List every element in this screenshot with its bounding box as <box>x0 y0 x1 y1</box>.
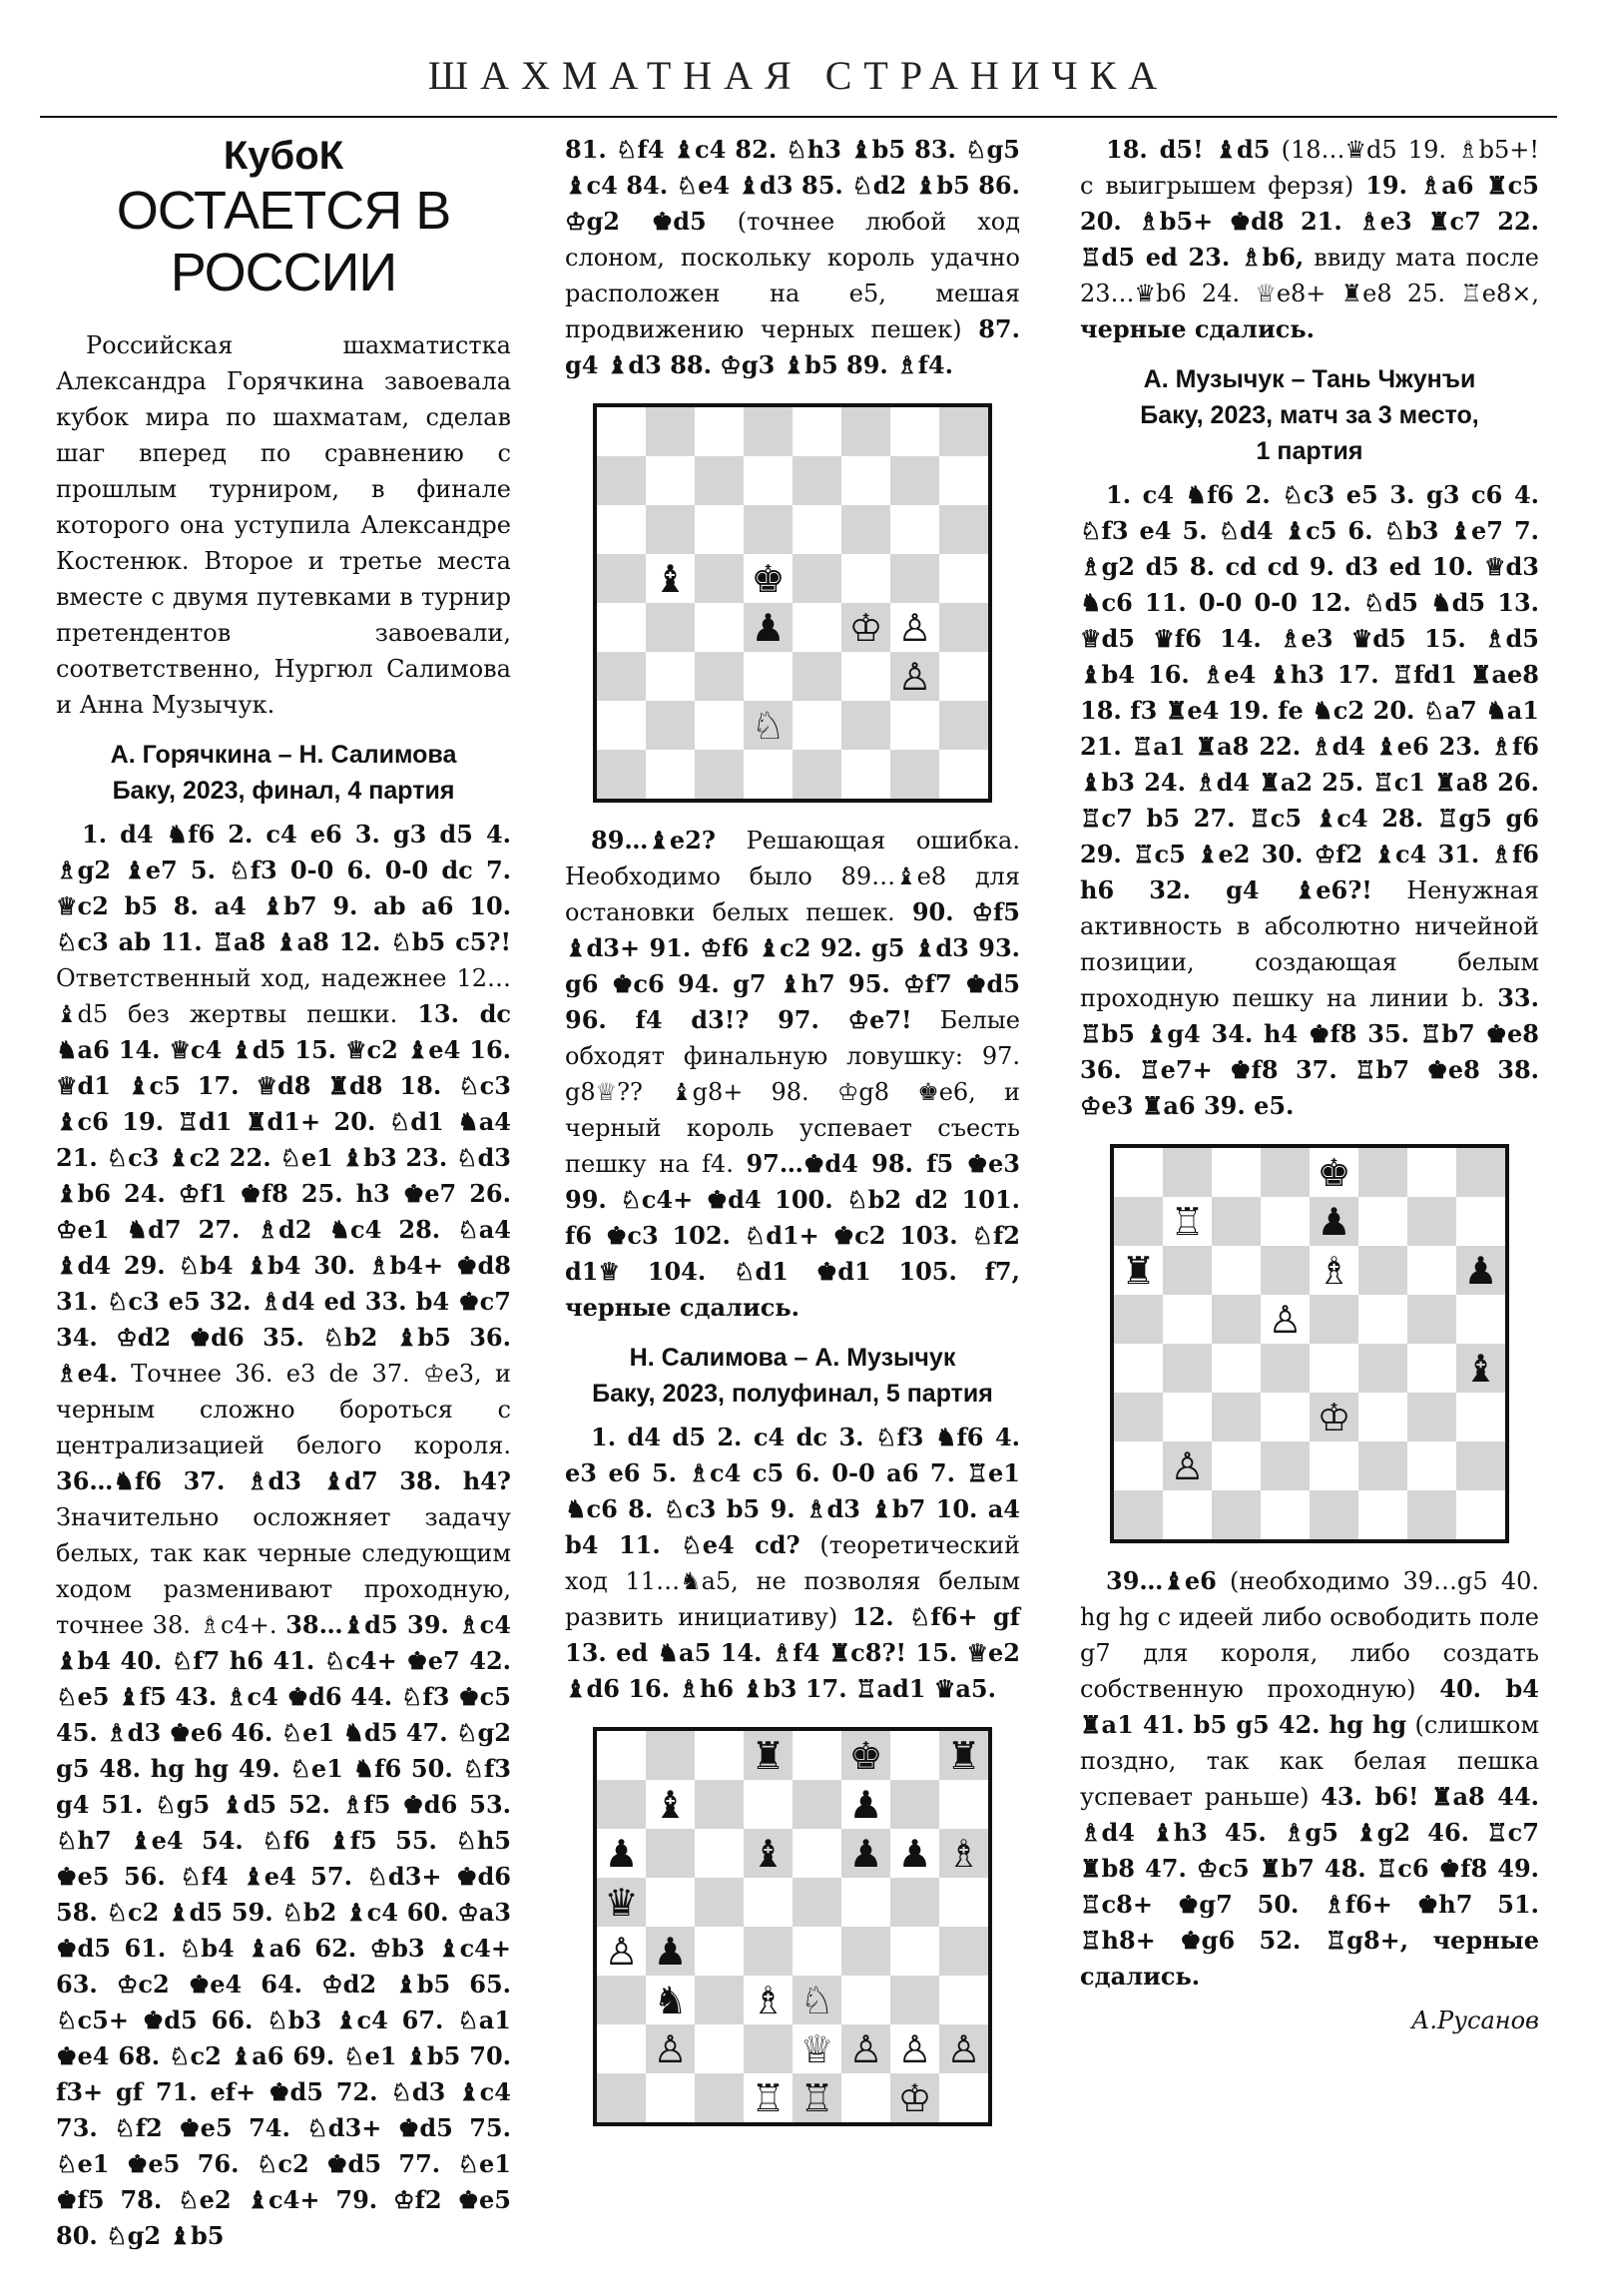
board-square <box>1358 1295 1407 1344</box>
white-pawn-icon: ♙ <box>653 2026 688 2071</box>
board-square <box>1310 1295 1358 1344</box>
board-square <box>1261 1197 1310 1246</box>
board-square <box>939 1878 988 1927</box>
game2-text-col3 <box>1080 132 1539 347</box>
board-square <box>1456 1197 1505 1246</box>
board-square <box>1456 1393 1505 1441</box>
board-square <box>744 1927 793 1976</box>
board-square <box>695 701 744 750</box>
board-square <box>1163 1393 1212 1441</box>
game1-moves-4: 38…♝d5 39. ♗c4 ♝b4 40. ♘f7 h6 41. ♘c4+ ♚e7 42. ♘e5 ♝f5 43. ♗c4 ♚d6 44. ♘f3 ♚c5 45. ♗d3 ♚e6 46. ♘e1 ♞d5 47. ♘g2 g5 48. hg hg 49. ♘e1 ♞f6 50. ♘f3 g4 51. ♘g5 ♝d5 52. ♗f5 ♚d6 53. ♘h7 ♝e4 54. ♘f6 ♝f5 55. ♘h5 ♚e5 56. ♘f4 ♝e4 57. ♘d3+ ♚d6 58. ♘c2 ♝d5 59. ♘b2 ♝c4 60. ♔a3 ♚d5 61. ♘b4 ♝a6 62. ♔b3 ♝c4+ 63. ♔c2 ♚e4 64. ♔d2 ♝b5 65. ♘c5+ ♚d5 66. ♘b3 ♝c4 67. ♘a1 ♚e4 68. ♘c2 ♝a6 69. ♘e1 ♝b5 70. f3+ gf 71. ef+ ♚d5 72. ♘d3 ♝c4 73. ♘f2 ♚e5 74. ♘d3+ ♚d5 75. ♘e1 ♚e5 76. ♘c2 ♚d5 77. ♘e1 ♚f5 78. ♘e2 ♝c4+ 79. ♔f2 ♚e5 80. ♘g2 ♝b5 <box>56 1610 511 2250</box>
board-square <box>744 1829 793 1878</box>
board-square <box>1114 1197 1163 1246</box>
board-square <box>1261 1295 1310 1344</box>
board-square <box>1310 1148 1358 1197</box>
board-square <box>695 2024 744 2073</box>
board-square <box>1114 1148 1163 1197</box>
board-square <box>793 1878 841 1927</box>
white-pawn-icon: ♙ <box>1268 1297 1303 1342</box>
board-square <box>793 456 841 505</box>
board-square <box>890 603 939 652</box>
game1-moves-8: 90. ♔f5 ♝d3+ 91. ♔f6 ♝c2 92. g5 ♝d3 93. g6 ♚c6 94. g7 ♝h7 95. ♔f7 ♚d5 96. f4 d3!? 97. ♔e7! <box>565 897 1020 1034</box>
board-square <box>939 407 988 456</box>
board-square <box>1358 1393 1407 1441</box>
board-square <box>1358 1197 1407 1246</box>
chess-diagram-2 <box>593 1727 992 2126</box>
board-square <box>1212 1148 1261 1197</box>
board-square <box>793 603 841 652</box>
white-pawn-icon: ♙ <box>897 654 932 699</box>
board-square <box>841 1731 890 1780</box>
board-square <box>646 2024 695 2073</box>
game1-comment-1: Ответственный ход, надежнее 12…♝d5 без жертвы пешки. <box>56 964 511 1028</box>
board-square <box>890 652 939 701</box>
board-square <box>646 1927 695 1976</box>
white-pawn-icon: ♙ <box>848 2026 883 2071</box>
board-square <box>646 1878 695 1927</box>
board-square <box>646 554 695 603</box>
board-square <box>939 2024 988 2073</box>
game3-moves-5: 43. b6! ♜a8 44. ♗d4 ♝h3 45. ♗g5 ♝g2 46. ♖c7 ♜b8 47. ♔c5 ♜b7 48. ♖c6 ♚f8 49. ♖c8+ ♚g7 50. ♗f6+ ♚h7 51. ♖h8+ ♚g6 52. ♖g8+, черные сдались. <box>1080 1782 1540 1991</box>
game3-round: 1 партия <box>1256 437 1363 465</box>
board-square <box>646 603 695 652</box>
board-square <box>793 2024 841 2073</box>
board-square <box>744 505 793 554</box>
board-square <box>841 603 890 652</box>
white-king-icon: ♔ <box>848 605 883 650</box>
black-pawn-icon: ♟ <box>751 605 786 650</box>
board-square <box>1212 1197 1261 1246</box>
board-square <box>1456 1441 1505 1490</box>
board-square <box>744 1976 793 2024</box>
board-square <box>646 1731 695 1780</box>
board-square <box>1114 1441 1163 1490</box>
board-square <box>1212 1490 1261 1539</box>
game3-text-b <box>1080 1563 1539 1995</box>
white-rook-icon: ♖ <box>1170 1199 1205 1244</box>
board-square <box>1407 1441 1456 1490</box>
black-bishop-icon: ♝ <box>653 1782 688 1827</box>
board-square <box>1456 1148 1505 1197</box>
game3-moves-3: 39…♝e6 <box>1106 1566 1217 1595</box>
white-queen-icon: ♕ <box>799 2026 834 2071</box>
game2-moves-5: черные сдались. <box>1080 314 1316 343</box>
board-square <box>1407 1295 1456 1344</box>
board-square <box>939 652 988 701</box>
game1-comment-3: Значительно осложняет задачу белых, так как черные следующим ходом разменивают проходную, точнее 38. ♗c4+. <box>56 1503 511 1639</box>
white-rook-icon: ♖ <box>799 2075 834 2120</box>
board-square <box>1114 1490 1163 1539</box>
board-square <box>1261 1246 1310 1295</box>
board-square <box>646 456 695 505</box>
white-knight-icon: ♘ <box>799 1978 834 2022</box>
board-square <box>597 1731 646 1780</box>
column-1 <box>56 132 511 2254</box>
board-square <box>744 554 793 603</box>
board-square <box>695 407 744 456</box>
game1-moves-5: 81. ♘f4 ♝c4 82. ♘h3 ♝b5 83. ♘g5 ♝c4 84. ♘e4 ♝d3 85. ♘d2 ♝b5 86. ♔g2 ♚d5 <box>565 135 1020 236</box>
header-rule <box>40 116 1557 118</box>
board-square <box>1310 1344 1358 1393</box>
board-square <box>695 505 744 554</box>
black-rook-icon: ♜ <box>751 1733 786 1778</box>
board-square <box>939 750 988 799</box>
article-author: А.Русанов <box>1411 2007 1539 2034</box>
board-square <box>1310 1441 1358 1490</box>
board-square <box>597 2024 646 2073</box>
board-square <box>744 2073 793 2122</box>
board-square <box>1212 1441 1261 1490</box>
game2-comment-1: (теоретический ход 11…♞a5, не позволяя белым развить инициативу) <box>565 1531 1020 1631</box>
board-square <box>646 1829 695 1878</box>
board-square <box>890 2024 939 2073</box>
game1-players: А. Горячкина – Н. Салимова <box>110 741 457 769</box>
board-square <box>1163 1148 1212 1197</box>
board-square <box>890 2073 939 2122</box>
black-knight-icon: ♞ <box>653 1978 688 2022</box>
game3-comment-3: (слишком поздно, так как белая пешка успевает раньше) <box>1080 1711 1539 1811</box>
white-pawn-icon: ♙ <box>946 2026 981 2071</box>
game1-moves-2: 13. dc ♞a6 14. ♕c4 ♝d5 15. ♕c2 ♝e4 16. ♕d1 ♝c5 17. ♕d8 ♜d8 18. ♘c3 ♝c6 19. ♖d1 ♜d1+ 20. ♘d1 ♞a4 21. ♘c3 ♝c2 22. ♘e1 ♝b3 23. ♘d3 ♝b6 24. ♔f1 ♚f8 25. h3 ♚e7 26. ♔e1 ♞d7 27. ♗d2 ♞c4 28. ♘a4 ♝d4 29. ♘b4 ♝b4 30. ♗b4+ ♚d8 31. ♘c3 e5 32. ♗d4 ed 33. b4 ♚c7 34. ♔d2 ♚d6 35. ♘b2 ♝b5 36. ♗e4. <box>56 999 512 1388</box>
article-kicker: КубоК <box>223 134 344 178</box>
board-square <box>597 456 646 505</box>
black-king-icon: ♚ <box>848 1733 883 1778</box>
white-bishop-icon: ♗ <box>946 1831 981 1876</box>
column-2 <box>565 132 1020 2146</box>
black-bishop-icon: ♝ <box>653 556 688 601</box>
board-square <box>744 1878 793 1927</box>
board-square <box>1212 1344 1261 1393</box>
game3-event: Баку, 2023, матч за 3 место, <box>1140 401 1479 429</box>
board-square <box>597 407 646 456</box>
board-square <box>597 2073 646 2122</box>
board-square <box>695 603 744 652</box>
board-square <box>841 2024 890 2073</box>
game1-moves-6: 87. g4 ♝d3 88. ♔g3 ♝b5 89. ♗f4. <box>565 314 1020 379</box>
white-bishop-icon: ♗ <box>1317 1248 1351 1293</box>
board-square <box>597 603 646 652</box>
board-square <box>1456 1344 1505 1393</box>
game3-comment-1: Ненужная активность в абсолютно ничейной позиции, создающая белым проходную пешку на линии b. <box>1080 876 1539 1012</box>
board-square <box>1407 1197 1456 1246</box>
game2-text <box>565 1420 1020 1707</box>
game3-heading <box>1080 361 1539 469</box>
board-square <box>695 554 744 603</box>
board-square <box>793 1927 841 1976</box>
board-square <box>793 505 841 554</box>
board-square <box>1310 1246 1358 1295</box>
board-square <box>744 603 793 652</box>
board-square <box>646 1780 695 1829</box>
game1-comment-6: Белые обходят финальную ловушку: 97. g8♕?? ♝g8+ 98. ♔g8 ♚e6, и черный король успевает съесть пешку на f4. <box>565 1006 1020 1178</box>
board-square <box>695 456 744 505</box>
white-pawn-icon: ♙ <box>897 2026 932 2071</box>
board-square <box>597 505 646 554</box>
board-square <box>793 750 841 799</box>
board-square <box>695 652 744 701</box>
board-square <box>744 456 793 505</box>
board-square <box>841 1976 890 2024</box>
board-square <box>1261 1490 1310 1539</box>
board-square <box>597 1878 646 1927</box>
board-square <box>841 554 890 603</box>
board-square <box>744 652 793 701</box>
board-square <box>793 2073 841 2122</box>
game1-comment-5: Решающая ошибка. Необходимо было 89…♝e8 для остановки белых пешек. <box>565 827 1020 926</box>
board-square <box>646 407 695 456</box>
game2-comment-2: (18…♛d5 19. ♗b5+! с выигрышем ферзя) <box>1080 136 1539 200</box>
board-square <box>597 750 646 799</box>
black-king-icon: ♚ <box>1317 1150 1351 1195</box>
board-square <box>1407 1490 1456 1539</box>
board-square <box>1358 1246 1407 1295</box>
board-square <box>1212 1295 1261 1344</box>
board-square <box>1114 1393 1163 1441</box>
game1-moves-1: 1. d4 ♞f6 2. c4 e6 3. g3 d5 4. ♗g2 ♝e7 5. ♘f3 0-0 6. 0-0 dc 7. ♕c2 b5 8. a4 ♝b7 9. ab a6 10. ♘c3 ab 11. ♖a8 ♝a8 12. ♘b5 c5?! <box>56 820 511 956</box>
board-square <box>1163 1197 1212 1246</box>
game3-text <box>1080 477 1539 1124</box>
board-square <box>841 2073 890 2122</box>
board-square <box>744 2024 793 2073</box>
board-square <box>841 1780 890 1829</box>
board-square <box>1310 1197 1358 1246</box>
black-bishop-icon: ♝ <box>1463 1346 1498 1391</box>
board-square <box>597 1927 646 1976</box>
article-lead: Российская шахматистка Александра Горячкина завоевала кубок мира по шахматам, сделав шаг вперед по сравнению с прошлым турниром, в финале которого она уступила Александре Костенюк. Второе и третье места вместе с двумя путевками в турнир претендентов завоевали, соответственно, Нургюл Салимова и Анна Музычук. <box>56 331 511 719</box>
board-square <box>1163 1490 1212 1539</box>
board-square <box>1114 1246 1163 1295</box>
game2-moves-1: 1. d4 d5 2. c4 dc 3. ♘f3 ♞f6 4. e3 e6 5. ♗c4 c5 6. 0-0 a6 7. ♖e1 ♞c6 8. ♘c3 b5 9. ♗d3 ♝b7 10. a4 b4 11. ♘e4 cd? <box>565 1423 1020 1559</box>
board-square <box>793 554 841 603</box>
board-square <box>841 1878 890 1927</box>
black-pawn-icon: ♟ <box>1463 1248 1498 1293</box>
board-square <box>1358 1344 1407 1393</box>
game1-heading <box>56 737 511 809</box>
board-square <box>890 750 939 799</box>
board-square <box>695 750 744 799</box>
board-square <box>890 505 939 554</box>
board-square <box>1261 1441 1310 1490</box>
white-king-icon: ♔ <box>897 2075 932 2120</box>
game3-comment-2: (необходимо 39…g5 40. hg hg с идеей либо освободить поле g7 для короля, либо создать собственную проходную) <box>1080 1567 1539 1703</box>
board-square <box>695 1731 744 1780</box>
black-pawn-icon: ♟ <box>848 1782 883 1827</box>
board-square <box>939 505 988 554</box>
board-square <box>890 1829 939 1878</box>
game2-moves-3: 18. d5! ♝d5 <box>1106 135 1271 164</box>
board-square <box>744 701 793 750</box>
black-rook-icon: ♜ <box>1121 1248 1156 1293</box>
board-square <box>597 652 646 701</box>
board-square <box>1407 1246 1456 1295</box>
board-square <box>597 554 646 603</box>
board-square <box>1456 1295 1505 1344</box>
board-square <box>1407 1344 1456 1393</box>
white-pawn-icon: ♙ <box>604 1929 639 1974</box>
black-pawn-icon: ♟ <box>848 1831 883 1876</box>
board-square <box>841 701 890 750</box>
board-square <box>646 750 695 799</box>
board-square <box>890 407 939 456</box>
game1-moves-7: 89…♝e2? <box>591 826 716 855</box>
game1-moves-3: 36…♞f6 37. ♗d3 ♝d7 38. h4? <box>56 1466 511 1495</box>
board-square <box>1114 1344 1163 1393</box>
black-pawn-icon: ♟ <box>897 1831 932 1876</box>
board-square <box>939 603 988 652</box>
white-knight-icon: ♘ <box>751 703 786 748</box>
chess-diagram-1 <box>593 403 992 803</box>
board-square <box>744 1731 793 1780</box>
board-square <box>939 1927 988 1976</box>
board-square <box>597 701 646 750</box>
game3-moves-2: 33. ♖b5 ♝g4 34. h4 ♚f8 35. ♖b7 ♚e8 36. ♖e7+ ♚f8 37. ♖b7 ♚e8 38. ♔e3 ♜a6 39. e5. <box>1080 983 1539 1120</box>
board-square <box>890 1927 939 1976</box>
board-square <box>939 701 988 750</box>
black-bishop-icon: ♝ <box>751 1831 786 1876</box>
board-square <box>1358 1441 1407 1490</box>
board-square <box>597 1780 646 1829</box>
board-square <box>1163 1295 1212 1344</box>
board-square <box>744 1780 793 1829</box>
game1-moves-9: 97…♚d4 98. f5 ♚e3 99. ♘c4+ ♚d4 100. ♘b2 d2 101. f6 ♚c3 102. ♘d1+ ♚c2 103. ♘f2 d1♕ 104. ♘d1 ♚d1 105. f7, черные сдались. <box>565 1149 1020 1322</box>
board-square <box>890 1780 939 1829</box>
board-square <box>939 1976 988 2024</box>
board-square <box>793 1780 841 1829</box>
game2-event: Баку, 2023, полуфинал, 5 партия <box>592 1380 993 1408</box>
board-square <box>1212 1246 1261 1295</box>
game1-comment-4: (точнее любой ход слоном, поскольку король удачно расположен на e5, мешая продвижению черных пешек) <box>565 208 1020 343</box>
game2-comment-3: ввиду мата после 23…♛b6 24. ♕e8+ ♜e8 25. ♖e8×, <box>1080 244 1539 307</box>
board-square <box>841 750 890 799</box>
article-headline: ОСТАЕТСЯ В РОССИИ <box>116 181 451 302</box>
board-square <box>841 652 890 701</box>
page-header-title: ШАХМАТНАЯ СТРАНИЧКА <box>427 53 1170 98</box>
board-square <box>793 1976 841 2024</box>
board-square <box>695 1927 744 1976</box>
board-square <box>841 1829 890 1878</box>
white-pawn-icon: ♙ <box>897 605 932 650</box>
game1-text-col2 <box>565 132 1020 383</box>
board-square <box>646 505 695 554</box>
white-rook-icon: ♖ <box>751 2075 786 2120</box>
board-square <box>597 1829 646 1878</box>
black-queen-icon: ♛ <box>604 1880 639 1925</box>
board-square <box>1310 1393 1358 1441</box>
board-square <box>1358 1148 1407 1197</box>
game3-moves-4: 40. b4 ♜a1 41. b5 g5 42. hg hg <box>1080 1674 1539 1739</box>
board-square <box>695 2073 744 2122</box>
game1-event: Баку, 2023, финал, 4 партия <box>112 777 455 805</box>
board-square <box>793 701 841 750</box>
chess-diagram-3 <box>1110 1144 1509 1543</box>
board-square <box>939 456 988 505</box>
board-square <box>1407 1393 1456 1441</box>
board-square <box>695 1780 744 1829</box>
board-square <box>744 407 793 456</box>
board-square <box>695 1976 744 2024</box>
board-square <box>1456 1246 1505 1295</box>
board-square <box>1212 1393 1261 1441</box>
board-square <box>793 1731 841 1780</box>
game3-players: А. Музычук – Тань Чжунъи <box>1143 365 1476 393</box>
board-square <box>646 701 695 750</box>
board-square <box>1456 1490 1505 1539</box>
game2-moves-2: 12. ♘f6+ gf 13. ed ♞a5 14. ♗f4 ♜c8?! 15. ♕e2 ♝d6 16. ♗h6 ♝b3 17. ♖ad1 ♛a5. <box>565 1602 1020 1703</box>
game1-comment-2: Точнее 36. e3 de 37. ♔e3, и черным сложно бороться с централизацией белого короля. <box>56 1360 511 1459</box>
board-square <box>646 652 695 701</box>
board-square <box>1163 1344 1212 1393</box>
board-square <box>841 505 890 554</box>
white-pawn-icon: ♙ <box>1170 1443 1205 1488</box>
board-square <box>841 456 890 505</box>
board-square <box>890 554 939 603</box>
board-square <box>1114 1295 1163 1344</box>
board-square <box>695 1829 744 1878</box>
board-square <box>890 1731 939 1780</box>
game1-text-col2b <box>565 823 1020 1326</box>
board-square <box>1261 1148 1310 1197</box>
board-square <box>939 1829 988 1878</box>
board-square <box>1261 1393 1310 1441</box>
board-square <box>1358 1490 1407 1539</box>
board-square <box>646 1976 695 2024</box>
board-square <box>793 1829 841 1878</box>
board-square <box>695 1878 744 1927</box>
board-square <box>1261 1344 1310 1393</box>
board-square <box>890 456 939 505</box>
black-pawn-icon: ♟ <box>653 1929 688 1974</box>
board-square <box>939 2073 988 2122</box>
game3-moves-1: 1. c4 ♞f6 2. ♘c3 e5 3. g3 c6 4. ♘f3 e4 5. ♘d4 ♝c5 6. ♘b3 ♝e7 7. ♗g2 d5 8. cd cd 9. d3 ed 10. ♕d3 ♞c6 11. 0-0 0-0 12. ♘d5 ♞d5 13. ♕d5 ♛f6 14. ♗e3 ♛d5 15. ♗d5 ♝b4 16. ♗e4 ♝h3 17. ♖fd1 ♜ae8 18. f3 ♜e4 19. fe ♞c2 20. ♘a7 ♞a1 21. ♖a1 ♜a8 22. ♗d4 ♝e6 23. ♗f6 ♝b3 24. ♗d4 ♜a2 25. ♖c1 ♜a8 26. ♖c7 b5 27. ♖c5 ♝c4 28. ♖g5 g6 29. ♖c5 ♝e2 30. ♔f2 ♝c4 31. ♗f6 h6 32. g4 ♝e6?! <box>1080 480 1539 904</box>
board-square <box>1310 1490 1358 1539</box>
board-square <box>939 1731 988 1780</box>
white-king-icon: ♔ <box>1317 1395 1351 1439</box>
board-square <box>890 1976 939 2024</box>
board-square <box>1407 1148 1456 1197</box>
board-square <box>939 1780 988 1829</box>
white-bishop-icon: ♗ <box>751 1978 786 2022</box>
board-square <box>646 2073 695 2122</box>
game1-text-col1 <box>56 817 511 2254</box>
board-square <box>597 1976 646 2024</box>
game2-heading <box>565 1340 1020 1412</box>
board-square <box>793 652 841 701</box>
black-pawn-icon: ♟ <box>604 1831 639 1876</box>
board-square <box>939 554 988 603</box>
game2-moves-4: 19. ♗a6 ♜c5 20. ♗b5+ ♚d8 21. ♗e3 ♜c7 22. ♖d5 ed 23. ♗b6, <box>1080 171 1539 272</box>
black-pawn-icon: ♟ <box>1317 1199 1351 1244</box>
board-square <box>841 1927 890 1976</box>
game2-players: Н. Салимова – А. Музычук <box>629 1344 956 1372</box>
board-square <box>1163 1441 1212 1490</box>
board-square <box>1163 1246 1212 1295</box>
black-rook-icon: ♜ <box>946 1733 981 1778</box>
column-3 <box>1080 132 1539 2038</box>
black-king-icon: ♚ <box>751 556 786 601</box>
board-square <box>793 407 841 456</box>
board-square <box>890 701 939 750</box>
board-square <box>841 407 890 456</box>
board-square <box>744 750 793 799</box>
board-square <box>890 1878 939 1927</box>
